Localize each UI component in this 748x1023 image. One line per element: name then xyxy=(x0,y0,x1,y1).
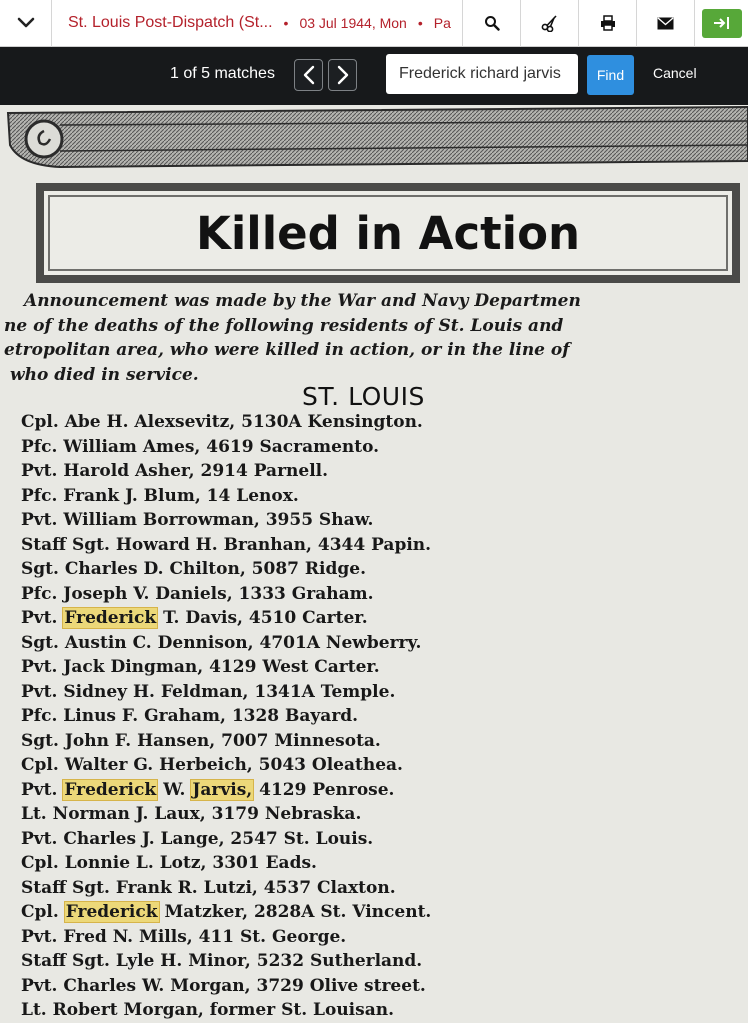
entry-rank: Pfc. xyxy=(21,436,58,457)
entry-name: Frank R. Lutzi, xyxy=(115,877,258,898)
entry-rank: Cpl. xyxy=(21,853,59,873)
entry-name: Abe H. Alexsevitz, xyxy=(64,412,236,432)
entry-rank: Cpl. xyxy=(21,755,59,775)
entry-address: 2914 Parnell. xyxy=(200,461,329,481)
entry-rank: Pfc. xyxy=(21,485,58,506)
entry-name: Lonnie L. Lotz, xyxy=(64,853,207,873)
entry-address: 4129 West Carter. xyxy=(209,657,380,677)
chevron-right-icon xyxy=(337,65,349,85)
viewer-toolbar xyxy=(0,0,748,47)
entry-rank: Pvt. xyxy=(21,461,58,481)
entry-rank: Cpl. xyxy=(21,412,59,432)
entry-name: Fred N. Mills, xyxy=(63,926,193,947)
entry-rank: Cpl. xyxy=(21,902,59,922)
entry-address: 3179 Nebraska. xyxy=(211,804,362,824)
entry-address: 3301 Eads. xyxy=(212,853,317,873)
entry-address: 14 Lenox. xyxy=(206,485,299,506)
search-highlight: Frederick xyxy=(65,902,158,922)
entry-address: 1333 Graham. xyxy=(238,583,374,604)
entry-name: Harold Asher, xyxy=(63,461,195,481)
list-item xyxy=(21,900,431,925)
entry-address: 5130A Kensington. xyxy=(241,412,423,432)
entry-name: Howard H. Branhan, xyxy=(115,534,312,555)
entry-rank: Staff Sgt. xyxy=(21,951,110,971)
entry-name: Joseph V. Daniels, xyxy=(63,583,233,604)
search-icon xyxy=(484,15,500,31)
collapse-toggle-button[interactable] xyxy=(0,0,52,47)
mail-icon xyxy=(657,17,674,30)
entry-address: 4129 Penrose. xyxy=(259,779,395,800)
entry-name: W. xyxy=(163,779,186,800)
entry-name: William Borrowman, xyxy=(63,510,260,530)
match-count: 1 of 5 matches xyxy=(170,65,275,82)
list-item xyxy=(21,827,431,852)
clip-scissors-icon xyxy=(541,14,559,32)
headline-inner-border xyxy=(48,195,728,271)
casualty-list xyxy=(21,410,431,1023)
entry-address: 5043 Oleathea. xyxy=(258,755,403,775)
entry-name: John F. Hansen, xyxy=(64,730,216,751)
entry-rank: Pvt. xyxy=(21,779,58,800)
entry-address: 1341A Temple. xyxy=(254,681,396,702)
entry-rank: Pvt. xyxy=(21,681,58,702)
list-item xyxy=(21,876,431,901)
entry-name: Charles D. Chilton, xyxy=(64,559,246,579)
list-item xyxy=(21,410,431,435)
list-item xyxy=(21,949,431,974)
list-item xyxy=(21,704,431,729)
entry-address: 7007 Minnesota. xyxy=(221,730,381,751)
find-button[interactable]: Find xyxy=(587,55,634,95)
entry-rank: Pvt. xyxy=(21,828,58,849)
section-heading: ST. LOUIS xyxy=(302,382,425,411)
entry-address: 4344 Papin. xyxy=(317,534,432,555)
list-item xyxy=(21,655,431,680)
entry-name: Norman J. Laux, xyxy=(52,804,206,824)
list-item xyxy=(21,778,431,803)
list-item xyxy=(21,557,431,582)
entry-address: 4510 Carter. xyxy=(248,608,368,628)
entry-rank: Sgt. xyxy=(21,632,59,653)
entry-name: Matzker, xyxy=(164,902,249,922)
entry-address: 5232 Sutherland. xyxy=(256,951,423,971)
entry-rank: Pvt. xyxy=(21,657,58,677)
search-highlight: Frederick xyxy=(64,608,157,628)
exit-arrow-icon xyxy=(713,15,731,31)
list-item xyxy=(21,925,431,950)
chevron-left-icon xyxy=(303,65,315,85)
entry-name: Walter G. Herbeich, xyxy=(64,755,253,775)
exit-viewer-button[interactable] xyxy=(702,9,742,38)
entry-rank: Lt. xyxy=(21,804,47,824)
entry-address: 2547 St. Louis. xyxy=(230,828,374,849)
article-headline: Killed in Action xyxy=(195,206,581,260)
entry-address: 2828A St. Vincent. xyxy=(253,902,432,922)
list-item xyxy=(21,974,431,999)
entry-address: 3955 Shaw. xyxy=(265,510,374,530)
entry-name: Charles W. Morgan, xyxy=(63,975,251,996)
clip-button[interactable] xyxy=(520,0,578,47)
search-bar xyxy=(0,47,748,105)
list-item xyxy=(21,508,431,533)
entry-rank: Sgt. xyxy=(21,559,59,579)
cancel-button[interactable]: Cancel xyxy=(653,65,697,81)
list-item xyxy=(21,998,431,1023)
entry-rank: Pvt. xyxy=(21,975,58,996)
entry-name: Lyle H. Minor, xyxy=(115,951,251,971)
decorative-scroll-banner xyxy=(0,105,748,171)
entry-address: 411 St. George. xyxy=(198,926,347,947)
newspaper-page[interactable] xyxy=(0,105,748,1023)
exit-viewer-wrap xyxy=(694,0,748,47)
entry-rank: Lt. xyxy=(21,1000,47,1020)
headline-frame xyxy=(36,183,740,283)
entry-rank: Sgt. xyxy=(21,730,59,751)
entry-name: Robert Morgan, xyxy=(52,1000,204,1020)
announcement-line: who died in service. xyxy=(10,364,199,385)
search-highlight: Frederick xyxy=(64,779,157,800)
entry-name: Sidney H. Feldman, xyxy=(63,681,249,702)
entry-address: 1328 Bayard. xyxy=(231,706,359,726)
entry-address: 5087 Ridge. xyxy=(251,559,366,579)
announcement-line: etropolitan area, who were killed in action, or in the line of xyxy=(4,340,570,360)
entry-name: Austin C. Dennison, xyxy=(64,632,254,653)
entry-address: 4701A Newberry. xyxy=(259,632,422,653)
list-item xyxy=(21,631,431,656)
list-item xyxy=(21,729,431,754)
previous-match-button[interactable] xyxy=(294,59,323,91)
publication-title[interactable]: St. Louis Post-Dispatch (St... xyxy=(68,14,273,31)
email-button[interactable] xyxy=(636,0,694,47)
list-item xyxy=(21,802,431,827)
entry-rank: Pfc. xyxy=(21,706,58,726)
search-button[interactable] xyxy=(462,0,520,47)
list-item xyxy=(21,606,431,631)
print-icon xyxy=(600,15,616,31)
search-input[interactable] xyxy=(386,54,578,94)
entry-rank: Pfc. xyxy=(21,583,58,604)
entry-address: 3729 Olive street. xyxy=(256,975,426,996)
entry-rank: Staff Sgt. xyxy=(21,534,110,555)
entry-name: Frank J. Blum, xyxy=(63,485,201,506)
next-match-button[interactable] xyxy=(328,59,357,91)
entry-address: 4537 Claxton. xyxy=(263,877,396,898)
list-item xyxy=(21,851,431,876)
breadcrumb-separator-2: • xyxy=(417,15,423,31)
announcement-paragraph xyxy=(0,289,748,387)
search-highlight: Jarvis, xyxy=(192,779,253,800)
announcement-line: ne of the deaths of the following residents of St. Louis and xyxy=(4,315,564,336)
entry-rank: Pvt. xyxy=(21,926,58,947)
breadcrumb[interactable] xyxy=(52,0,462,47)
entry-address: former St. Louisan. xyxy=(209,1000,395,1020)
entry-name: Jack Dingman, xyxy=(63,657,204,677)
entry-name: Charles J. Lange, xyxy=(63,828,225,849)
entry-name: T. Davis, xyxy=(163,608,243,628)
list-item xyxy=(21,680,431,705)
list-item xyxy=(21,459,431,484)
print-button[interactable] xyxy=(578,0,636,47)
list-item xyxy=(21,435,431,460)
entry-name: Linus F. Graham, xyxy=(63,706,226,726)
list-item xyxy=(21,484,431,509)
entry-name: William Ames, xyxy=(63,436,201,457)
entry-address: 4619 Sacramento. xyxy=(206,436,380,457)
announcement-line: Announcement was made by the War and Navy Departmen xyxy=(24,291,581,311)
list-item xyxy=(21,533,431,558)
page-label[interactable]: Pa xyxy=(433,15,451,31)
entry-rank: Pvt. xyxy=(21,608,58,628)
list-item xyxy=(21,753,431,778)
issue-date[interactable]: 03 Jul 1944, Mon xyxy=(299,15,407,31)
entry-rank: Staff Sgt. xyxy=(21,877,110,898)
list-item xyxy=(21,582,431,607)
breadcrumb-separator: • xyxy=(283,15,289,31)
entry-rank: Pvt. xyxy=(21,510,58,530)
chevron-down-icon xyxy=(17,17,35,29)
